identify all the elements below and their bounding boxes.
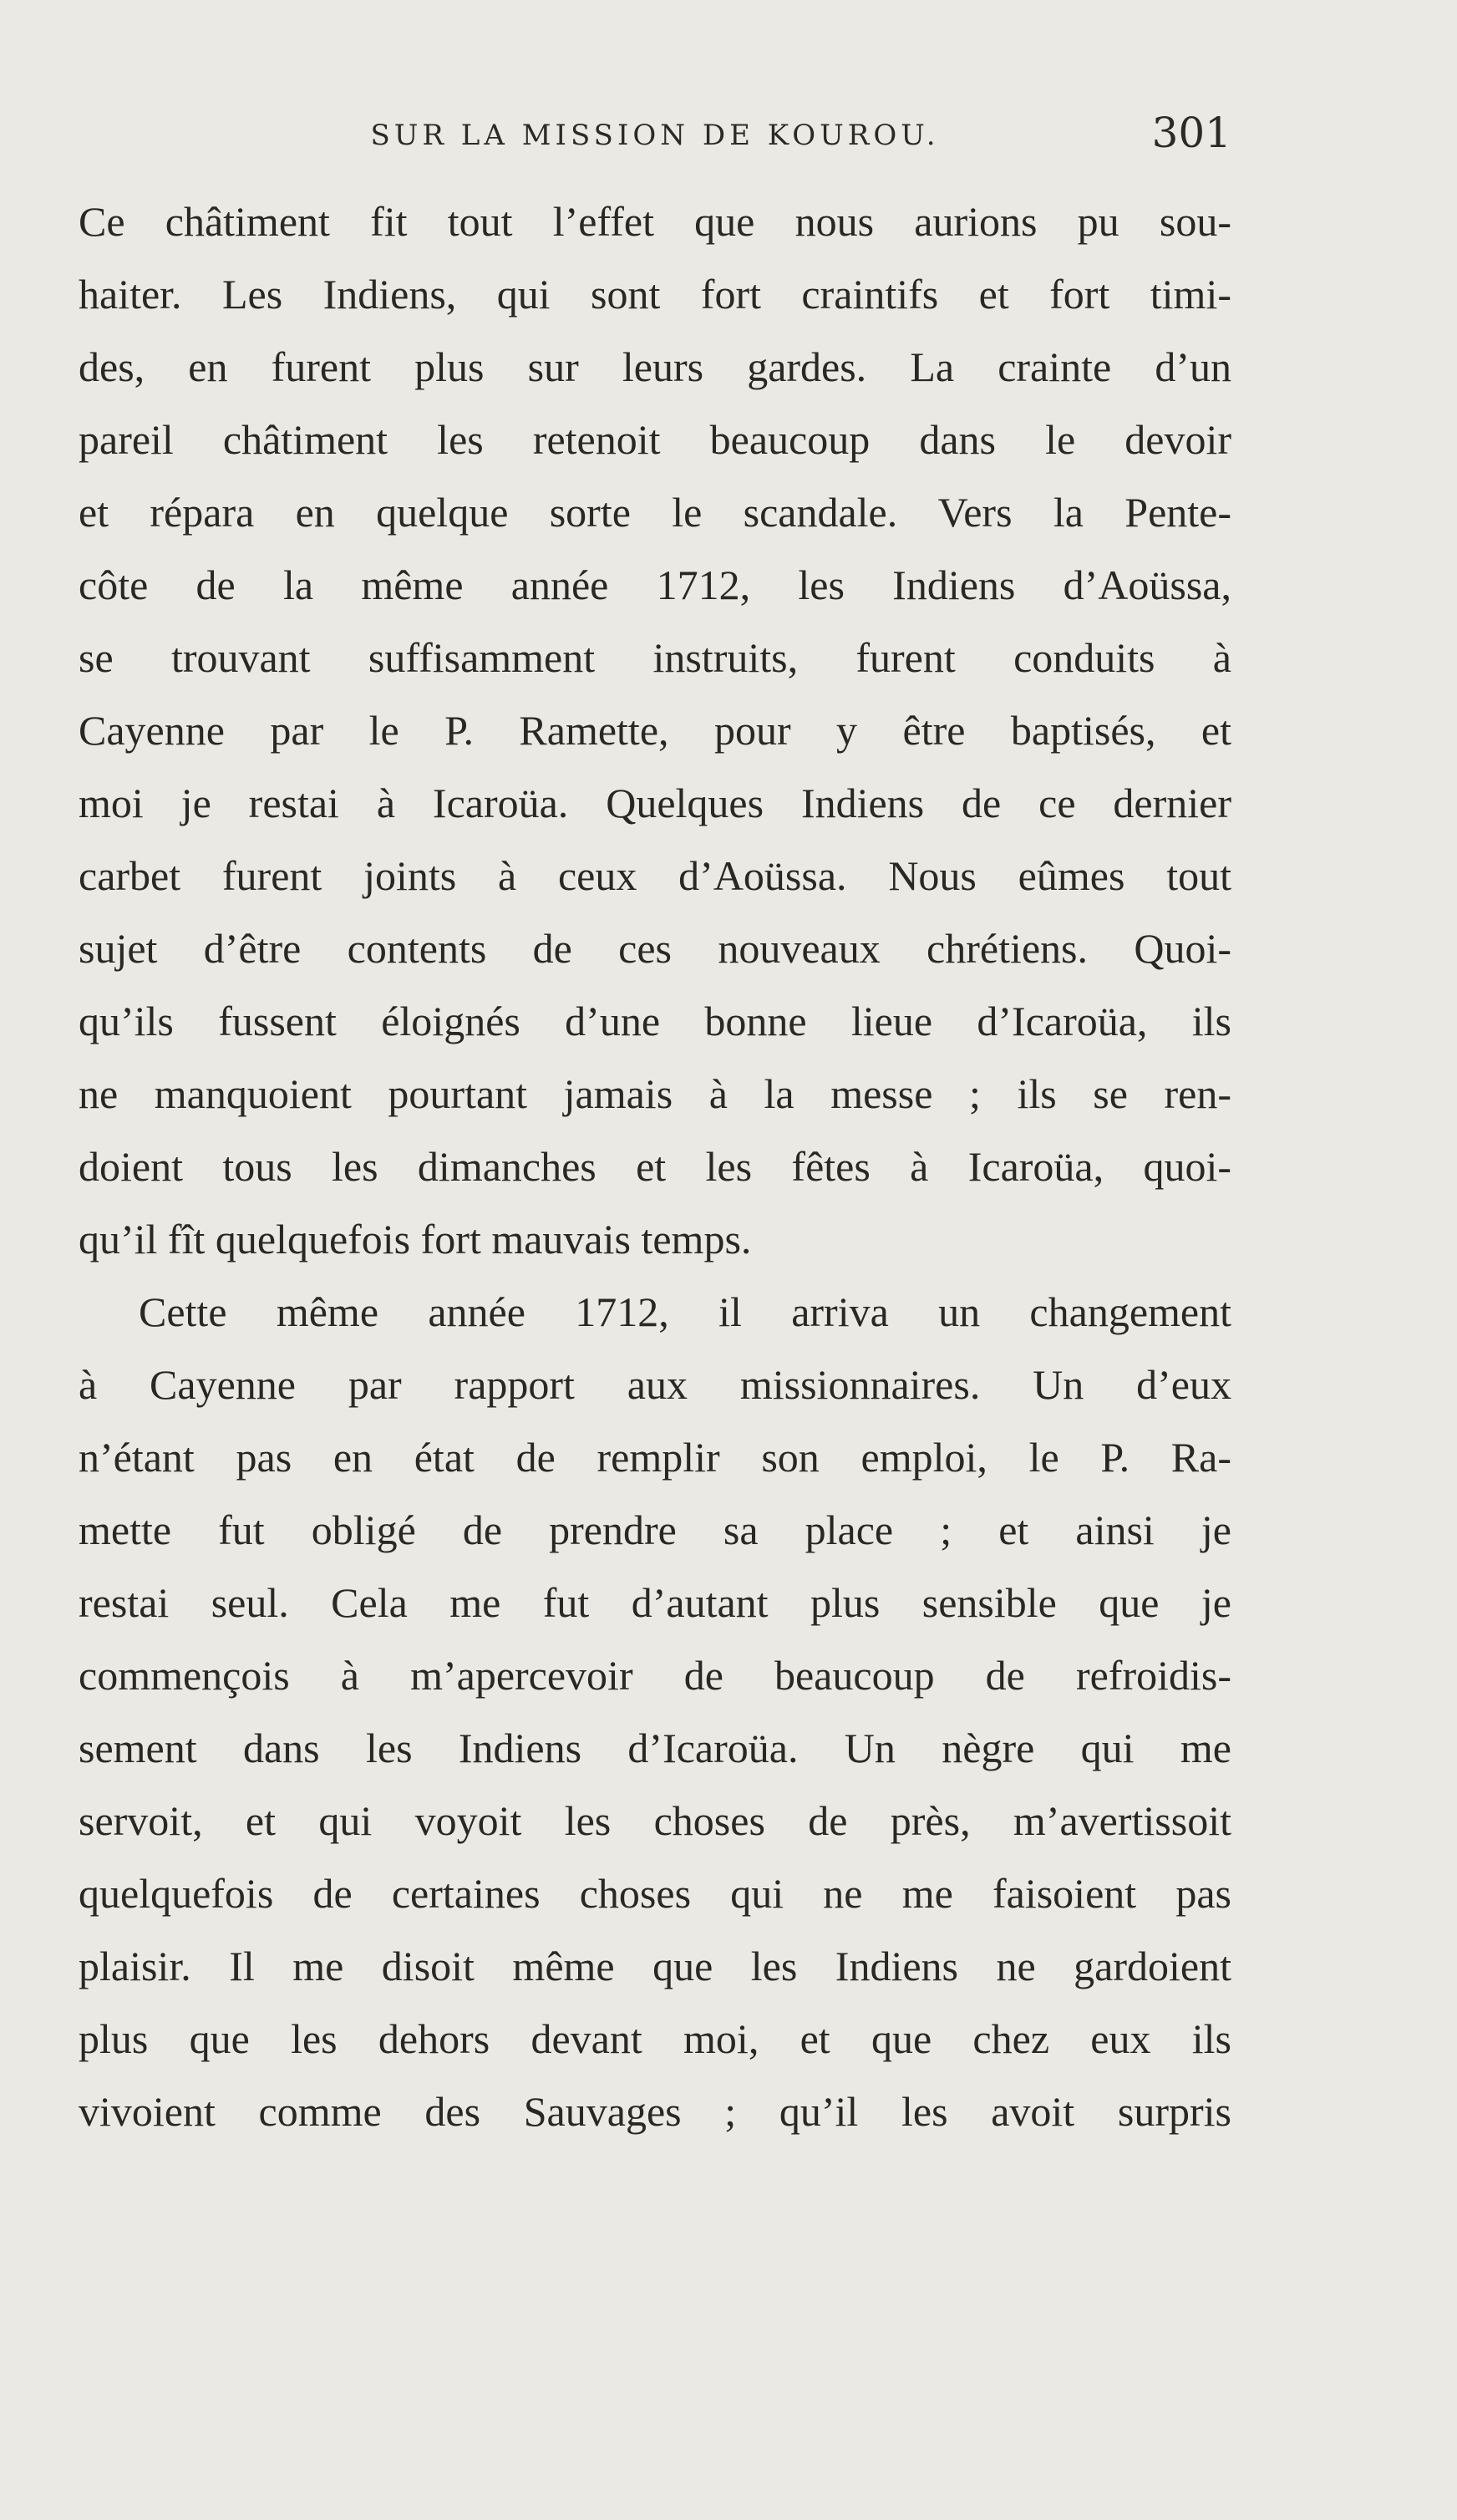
text-line: sujet d’être contents de ces nouveaux chrétiens. Quoi- <box>79 925 1231 972</box>
text-line: se trouvant suffisamment instruits, furent conduits à <box>79 634 1231 681</box>
text-line: plaisir. Il me disoit même que les Indiens ne gardoient <box>79 1943 1231 1989</box>
text-line: Ce châtiment fit tout l’effet que nous aurions pu sou- <box>79 198 1231 245</box>
text-line: Cayenne par le P. Ramette, pour y être baptisés, et <box>79 707 1231 754</box>
page-header <box>79 109 1231 167</box>
running-head: SUR LA MISSION DE KOUROU. <box>370 119 940 152</box>
text-line: commençois à m’apercevoir de beaucoup de refroidis- <box>79 1652 1231 1699</box>
text-line: carbet furent joints à ceux d’Aoüssa. Nous eûmes tout <box>79 852 1231 899</box>
text-line: à Cayenne par rapport aux missionnaires. Un d’eux <box>79 1361 1231 1408</box>
text-line: sement dans les Indiens d’Icaroüa. Un nègre qui me <box>79 1725 1231 1771</box>
text-line: n’étant pas en état de remplir son emploi, le P. Ra- <box>79 1434 1231 1481</box>
text-line: restai seul. Cela me fut d’autant plus sensible que je <box>79 1579 1231 1626</box>
text-line: moi je restai à Icaroüa. Quelques Indiens de ce dernier <box>79 780 1231 826</box>
text-line: côte de la même année 1712, les Indiens d’Aoüssa, <box>79 561 1231 608</box>
text-line: ne manquoient pourtant jamais à la messe ; ils se ren- <box>79 1070 1231 1117</box>
text-line: haiter. Les Indiens, qui sont fort craintifs et fort timi- <box>79 271 1231 318</box>
text-line: Cette même année 1712, il arriva un changement <box>139 1288 1231 1335</box>
text-line: et répara en quelque sorte le scandale. Vers la Pente- <box>79 489 1231 536</box>
text-line: plus que les dehors devant moi, et que chez eux ils <box>79 2015 1231 2062</box>
text-line: qu’il fît quelquefois fort mauvais temps. <box>79 1216 752 1263</box>
text-line: qu’ils fussent éloignés d’une bonne lieue d’Icaroüa, ils <box>79 998 1231 1044</box>
body-text <box>79 185 1231 2148</box>
page-number: 301 <box>1151 109 1231 157</box>
text-line: vivoient comme des Sauvages ; qu’il les avoit surpris <box>79 2088 1231 2135</box>
text-line: pareil châtiment les retenoit beaucoup dans le devoir <box>79 416 1231 463</box>
text-line: doient tous les dimanches et les fêtes à Icaroüa, quoi- <box>79 1143 1231 1190</box>
text-line: mette fut obligé de prendre sa place ; et ainsi je <box>79 1506 1231 1553</box>
text-line: quelquefois de certaines choses qui ne me faisoient pas <box>79 1870 1231 1917</box>
text-line: des, en furent plus sur leurs gardes. La crainte d’un <box>79 343 1231 390</box>
text-line: servoit, et qui voyoit les choses de près, m’avertissoit <box>79 1797 1231 1844</box>
